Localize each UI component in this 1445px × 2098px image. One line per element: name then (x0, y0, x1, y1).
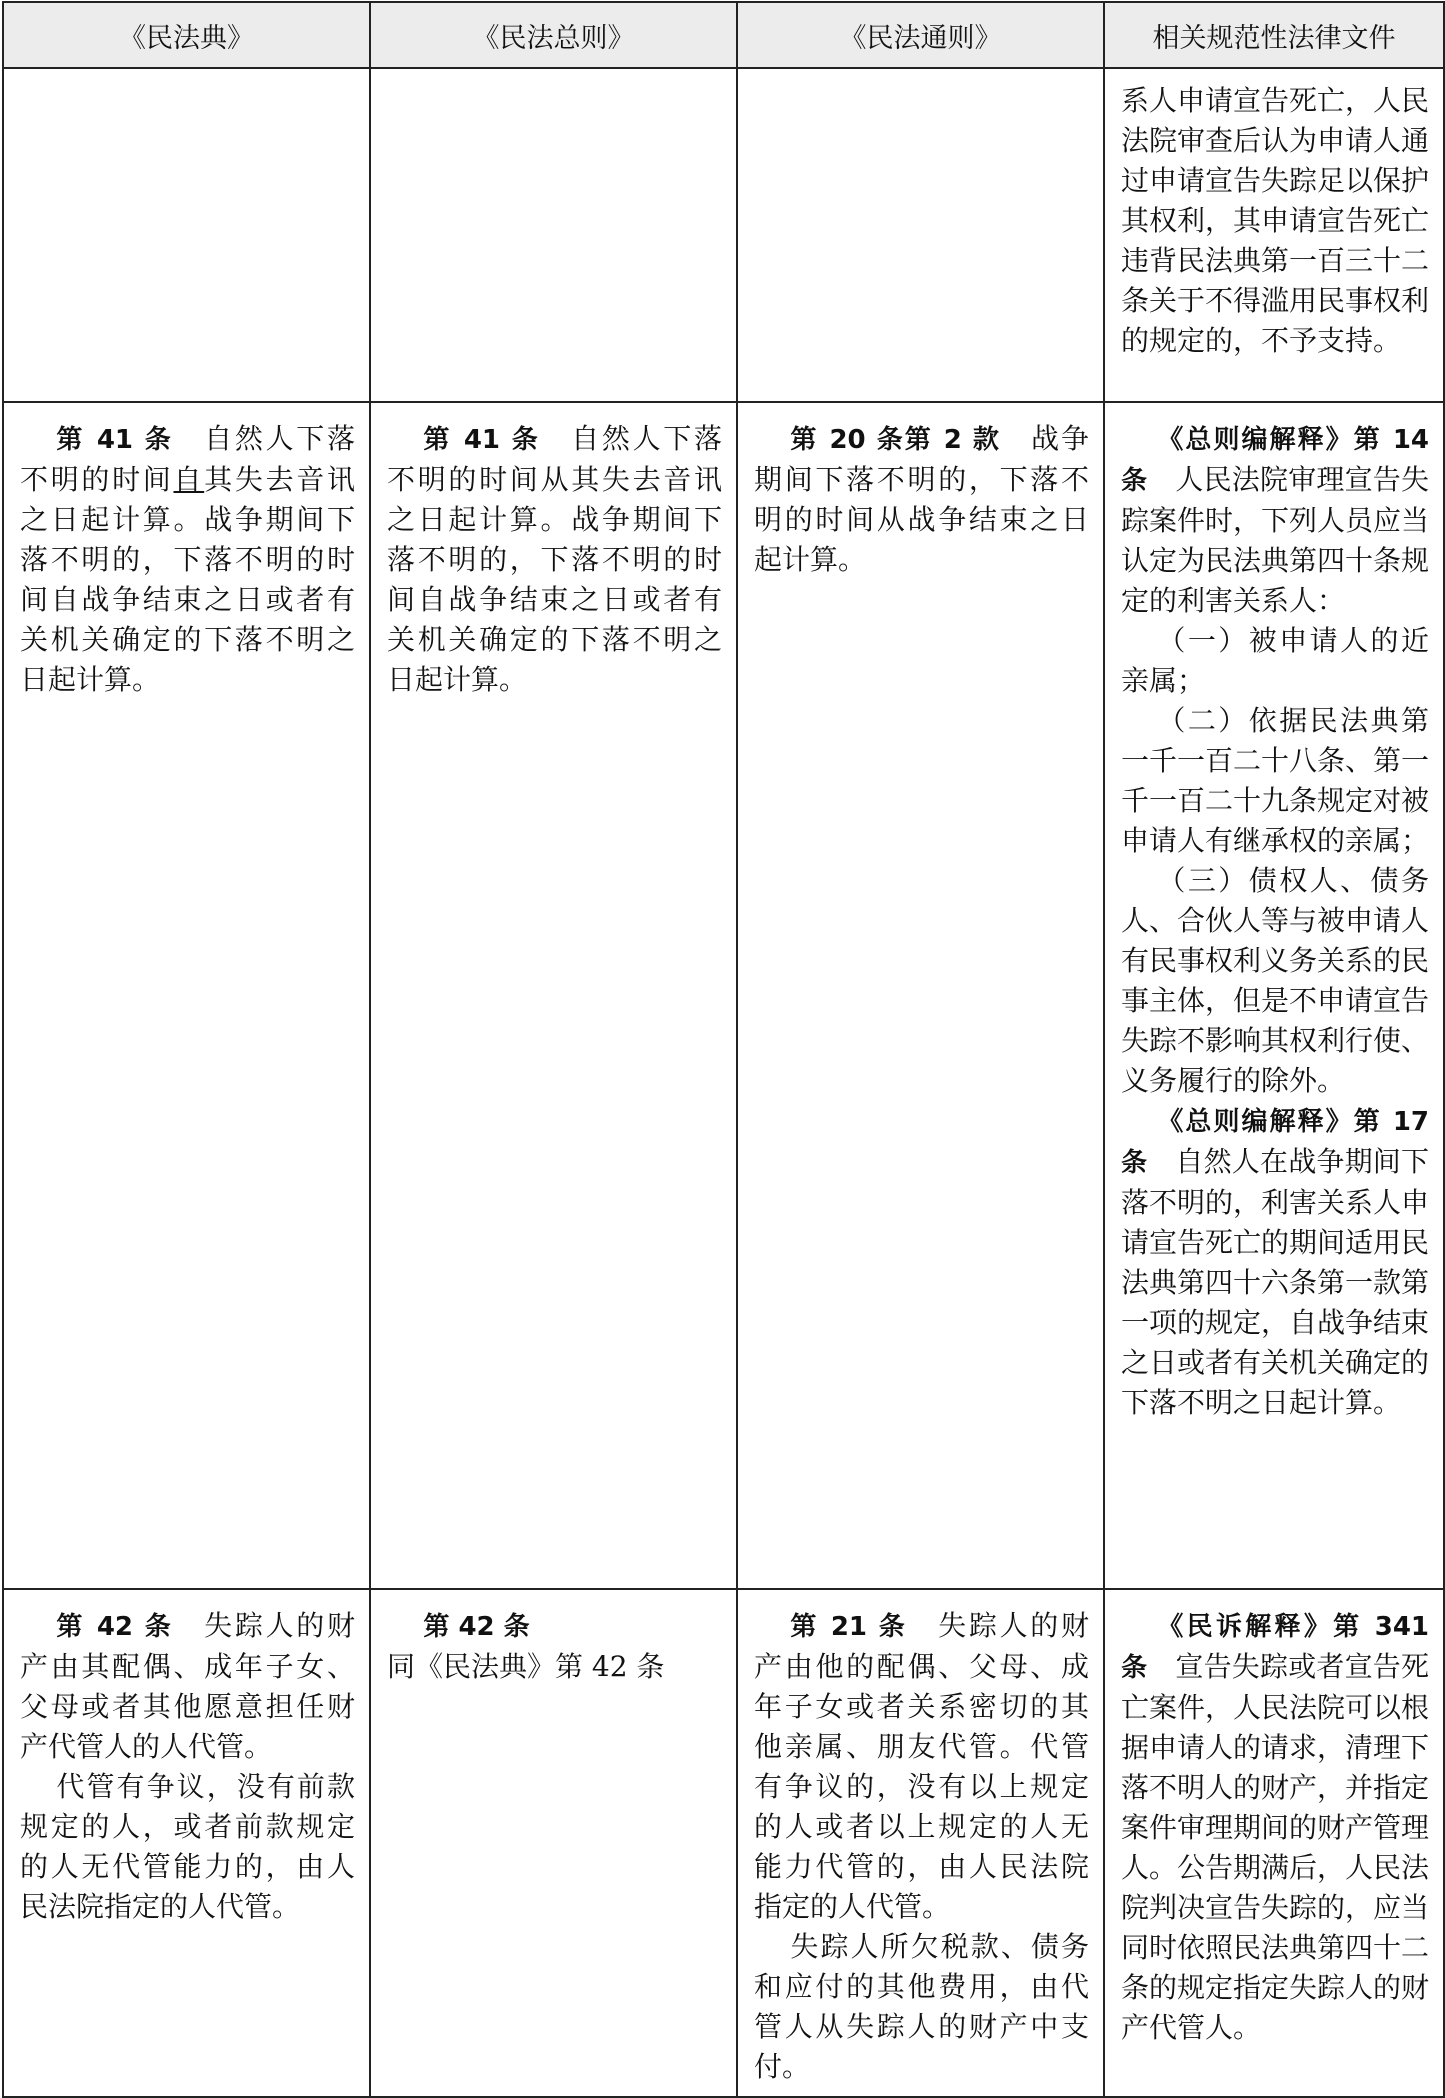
header-related-documents: 相关规范性法律文件 (1104, 2, 1444, 68)
table-row (3, 402, 1444, 1589)
article-number: 第 21 条 (790, 1612, 908, 1642)
article-number: 《民诉解释》第 341 条 (1121, 1612, 1429, 1683)
law-comparison-table (2, 1, 1445, 2098)
cell-empty (3, 68, 370, 402)
article-number: 《总则编解释》第 14 条 (1121, 425, 1429, 496)
cell-empty (370, 68, 737, 402)
cell-civil-code: 第 41 条 自然人下落不明的时间自其失去音讯之日起计算。战争期间下落不明的，下落不明的时间自战争结束之日或者有关机关确定的下落不明之日起计算。 (3, 402, 370, 1589)
header-general-principles: 《民法通则》 (737, 2, 1104, 68)
article-number: 第 20 条第 2 款 (790, 425, 1001, 455)
cell-related: 《总则编解释》第 14 条 人民法院审理宣告失踪案件时，下列人员应当认定为民法典第四十条规定的利害关系人： （一）被申请人的近亲属； （二）依据民法典第一千一百二十八条、第一千一百二十九条规定对被申请人有继承权的亲属； （三）债权人、债务人、合伙人等与被申请人有民事权利义务关系的民事主体，但是不申请宣告失踪不影响其权利行使、义务履行的除外。 《总则编解释》第 17 条 自然人在战争期间下落不明的，利害关系人申请宣告死亡的期间适用民法典第四十六条第一款第一项的规定，自战争结束之日或者有关机关确定的下落不明之日起计算。 (1104, 402, 1444, 1589)
list-item: （三）债权人、债务人、合伙人等与被申请人有民事权利义务关系的民事主体，但是不申请宣告失踪不影响其权利行使、义务履行的除外。 (1121, 864, 1430, 1097)
cell-related: 《民诉解释》第 341 条 宣告失踪或者宣告死亡案件，人民法院可以根据申请人的请求，清理下落不明人的财产，并指定案件审理期间的财产管理人。公告期满后，人民法院判决宣告失踪的，应当同时依照民法典第四十二条的规定指定失踪人的财产代管人。 (1104, 1589, 1444, 2097)
list-item: （二）依据民法典第一千一百二十八条、第一千一百二十九条规定对被申请人有继承权的亲属； (1121, 704, 1430, 857)
cell-empty (737, 68, 1104, 402)
cell-general-provisions: 第 41 条 自然人下落不明的时间从其失去音讯之日起计算。战争期间下落不明的，下落不明的时间自战争结束之日或者有关机关确定的下落不明之日起计算。 (370, 402, 737, 1589)
cell-general-provisions: 第 42 条 同《民法典》第 42 条 (370, 1589, 737, 2097)
cell-general-principles: 第 20 条第 2 款 战争期间下落不明的，下落不明的时间从战争结束之日起计算。 (737, 402, 1104, 1589)
list-item: （一）被申请人的近亲属； (1121, 624, 1429, 697)
table-row (3, 68, 1444, 402)
article-number: 《总则编解释》第 17 条 (1121, 1107, 1429, 1178)
header-general-provisions: 《民法总则》 (370, 2, 737, 68)
article-number: 第 42 条 (56, 1612, 174, 1642)
cell-related (1104, 68, 1444, 402)
cell-text: 系人申请宣告死亡，人民法院审查后认为申请人通过申请宣告失踪足以保护其权利，其申请宣告死亡违背民法典第一百三十二条关于不得滥用民事权利的规定的，不予支持。 (1121, 84, 1430, 357)
article-number: 第 41 条 (56, 425, 174, 455)
header-row (3, 2, 1444, 68)
article-number: 第 41 条 (423, 425, 541, 455)
cell-general-principles: 第 21 条 失踪人的财产由他的配偶、父母、成年子女或者关系密切的其他亲属、朋友代管。代管有争议的，没有以上规定的人或者以上规定的人无能力代管的，由人民法院指定的人代管。 失踪人所欠税款、债务和应付的其他费用，由代管人从失踪人的财产中支付。 (737, 1589, 1104, 2097)
header-civil-code: 《民法典》 (3, 2, 370, 68)
table-row (3, 1589, 1444, 2097)
article-number: 第 42 条 (423, 1612, 530, 1642)
cell-civil-code: 第 42 条 失踪人的财产由其配偶、成年子女、父母或者其他愿意担任财产代管人的人代管。 代管有争议，没有前款规定的人，或者前款规定的人无代管能力的，由人民法院指定的人代管。 (3, 1589, 370, 2097)
underlined-char: 自 (173, 463, 205, 496)
